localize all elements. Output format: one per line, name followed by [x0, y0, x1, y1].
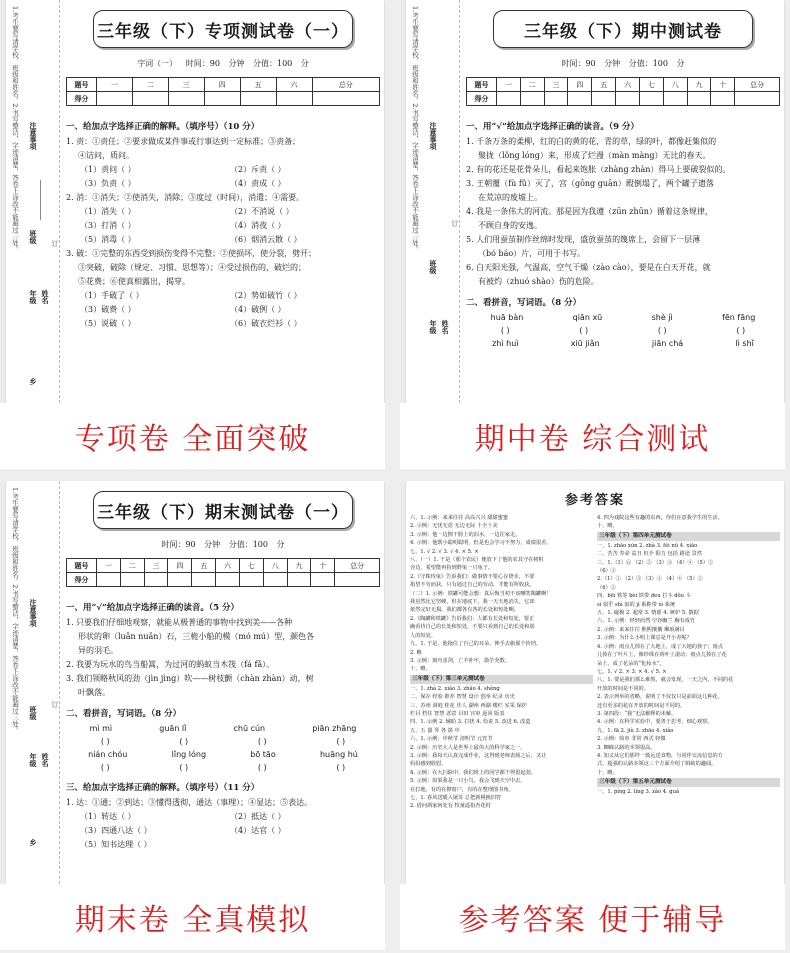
margin-name-label: 姓名 — [41, 290, 50, 304]
answer-line: 四、1. 示例 2. 辅助 3. 打扰 4. 恰说 5. 改进 6. 改造 — [410, 719, 531, 726]
answer-line: 一、1. zhà 2. xiǎo 3. zhǎo 4. shěng — [410, 685, 500, 692]
answer-line: （二）1. 示例：铁罐可能会想：真后悔当初不该嘲笑陶罐啊！ — [410, 590, 552, 597]
option-row — [66, 838, 380, 852]
option-item: （3）四通八达（ ） — [80, 826, 152, 835]
answer-line: 依然完好无损。我们都各有各的长处和短处啊。 — [410, 607, 519, 614]
answer-key-title: 参考答案 — [564, 493, 625, 508]
binding-margin — [6, 0, 60, 403]
answer-blank: ( ) — [257, 737, 267, 746]
score-column-header: 总分 — [335, 559, 380, 573]
option-item: （4）达官（ ） — [230, 826, 286, 835]
pinyin-item: xiū jiǎn — [570, 339, 600, 348]
exam-paper-midterm — [406, 0, 784, 403]
margin-notes-label: 注意事项 — [29, 599, 38, 627]
score-column-header: 总分 — [735, 78, 780, 92]
answer-line: 指望不劳而获，只有通过自己的劳动，才能有所收获。 — [410, 582, 535, 589]
score-cell — [568, 92, 592, 106]
score-cell — [192, 573, 216, 587]
answer-line: 4. 示例：在科学实验中，要善于思考，细心观察。 — [597, 719, 713, 726]
answer-line: 三、1.（1）⑥ （2）⑤ （3）③ （4）④ （5）② — [597, 559, 714, 566]
section-heading: 一、用“√”给加点字选择正确的读音。（5 分） — [66, 603, 239, 613]
answer-key-panel — [400, 481, 785, 950]
margin-grade-label: 年级 — [429, 320, 438, 334]
answer-line: 十、略。 — [597, 769, 618, 776]
score-column-header: 五 — [240, 78, 276, 92]
score-column-header: 九 — [287, 559, 311, 573]
option-row — [66, 303, 380, 317]
pinyin-item: bō tāo — [250, 750, 276, 759]
answer-line: 2. 借问酒家何处有 牧童遥指杏花村 — [410, 803, 491, 810]
question-line: 3. 王朝覆（fù fǔ）灭了，宫（gōng guān）殿倒塌了，两个罐子遗落 — [466, 179, 714, 188]
score-cell — [168, 92, 204, 106]
score-column-header: 六 — [616, 78, 640, 92]
score-cell — [520, 92, 544, 106]
midterm-test-panel — [400, 0, 785, 469]
pinyin-item: huāng hú — [319, 750, 358, 759]
exam-paper-final — [6, 481, 384, 884]
answer-line: 5. 示例：如果我是一只小鸟，我会飞到天空中去。 — [410, 778, 526, 785]
question-line: ⑤花费；⑥使真相露出，揭穿。 — [78, 277, 190, 286]
answer-line: 2.（1）① （2）⑤ （3）③ （4）④ （5）② — [597, 576, 703, 583]
score-column-header: 六 — [276, 78, 312, 92]
score-table — [66, 558, 380, 587]
answer-line: （6）① — [597, 568, 616, 575]
score-column-header: 一 — [97, 78, 133, 92]
score-row-label: 题号 — [467, 78, 497, 92]
pinyin-item: chū cún — [233, 724, 266, 733]
score-cell — [168, 573, 192, 587]
answer-line: 2.《守株待兔》告诉我们：做事情不要心存侥幸，不要 — [410, 573, 535, 580]
question-line: 3. 破：①完整的东西受到损伤变得不完整；②使损坏，使分裂，劈开； — [66, 249, 317, 258]
answer-line: 2. 略 — [410, 649, 422, 656]
score-column-header: 三 — [144, 559, 168, 573]
answer-blank: ( ) — [657, 326, 667, 335]
margin-binding-mark: 订 — [51, 240, 60, 247]
answer-line: 朵上，成了花朵的“化妆水”。 — [597, 660, 665, 667]
question-line: （bó báo）片，可用于书写。 — [478, 249, 586, 258]
score-cell — [144, 573, 168, 587]
score-cell — [239, 573, 263, 587]
answer-line: 五、五 嚣 琴 各 箭 中 — [410, 727, 460, 734]
answer-line: 十、略。 — [597, 523, 618, 530]
score-column-header: 一 — [497, 78, 521, 92]
answer-line: 3. 第四段：“我”无法解释的未解。 — [597, 710, 677, 717]
pinyin-item: lǐng lóng — [171, 750, 207, 759]
answer-section-header: 三年级（下）第五单元测试卷 — [597, 778, 780, 787]
pinyin-item: zhì huì — [492, 339, 519, 348]
answer-line: 二、苦苦 寿命 益丑 恒介 阳力 包括 路途 景然 — [597, 551, 702, 558]
score-column-header: 二 — [120, 559, 144, 573]
score-cell — [276, 92, 312, 106]
answer-line: 八、1. 要是我们那么难熬，就会发现，一天之内，不同的花 — [597, 677, 734, 684]
caption-specialty: 专项卷 全面突破 — [0, 403, 385, 469]
score-column-header: 九 — [687, 78, 711, 92]
answer-line: 三、苏州 洞庭 桂花 佳人 湖州 西湖 楼栏 室采 保护 — [410, 702, 527, 709]
option-item: （3）打消（ ） — [80, 221, 136, 230]
question-line: ③突破，破除（规定、习惯、思想等）；④受过损伤的，破烂的； — [78, 263, 306, 272]
blank-row — [66, 735, 380, 748]
blank-row — [466, 324, 780, 337]
answer-line: 六、1. 示例：来来往往 高高兴兴 甜甜蜜蜜 — [410, 515, 509, 521]
answer-line: 2.《陶罐和铁罐》告诉我们：人都有长处和短处，要正 — [410, 615, 535, 622]
score-column-header: 八 — [263, 559, 287, 573]
option-item: （2）势如破竹（ ） — [230, 291, 302, 300]
answer-line: 2. 示例：历史大人是世界上最伟大的科学家之一。 — [410, 744, 526, 751]
margin-grade-label: 年级 — [29, 290, 38, 304]
answer-line: 六、1. 示例：中秋节 清明节 元宵节 — [410, 736, 493, 743]
question-list — [66, 616, 380, 700]
score-cell — [97, 573, 121, 587]
answer-line: 七、1. √ 2. × 3. × 4. √ 5. × — [597, 668, 667, 675]
option-item: （6）破衣烂衫（ ） — [230, 319, 302, 328]
score-cell — [216, 573, 240, 587]
score-column-header: 四 — [168, 559, 192, 573]
margin-name-label: 姓名 — [441, 320, 450, 334]
question-line: 5. 人们用蚕茧制作丝绵时发现，盛放蚕茧的篾席上，会留下一层薄 — [466, 235, 701, 244]
pinyin-item: lì shǐ — [735, 339, 754, 348]
option-row — [66, 177, 380, 191]
answer-line: 4. 知义从它们那样一致远送食物，与同伴交流信息的方 — [597, 752, 723, 759]
score-row-label: 得分 — [467, 92, 497, 106]
score-cell — [287, 573, 311, 587]
answer-blank: ( ) — [100, 737, 110, 746]
pinyin-row — [466, 337, 780, 350]
margin-name-label: 姓名 — [41, 753, 50, 767]
score-column-header: 十 — [311, 559, 335, 573]
answer-line: 3. 示例：他一边擦干脸上的泪水，一边往家走。 — [410, 531, 521, 538]
score-cell — [97, 92, 133, 106]
question-line: 1. 只要我们仔细地观察，就能从极普通的事物中找到美——各种 — [66, 618, 293, 627]
question-line: 有被灼（zhuó shào）伤的危险。 — [478, 277, 599, 286]
answer-line: 九、1. fā 2. jiù 3. zhāo 4. xiǎo — [597, 727, 674, 734]
answer-key-paper — [406, 481, 784, 884]
answer-line: 七、1. 春风送暖入屠苏 总把新桃换旧符 — [410, 795, 502, 801]
final-test-panel — [0, 481, 385, 950]
option-item: （1）手破了（ ） — [80, 291, 144, 300]
answer-line: 4. 示例：雨点儿掉在了大地上，成了大地的孩子；雨点 — [597, 643, 723, 650]
question-line: 4. 我是一条伟大的河流。那是因为我遵（zūn zhūn）循着这条规律， — [466, 207, 713, 216]
score-table — [466, 77, 780, 106]
answer-line: 2. 示例：无忧无虑 无边无际 十全十美 — [410, 523, 498, 530]
question-line: 3. 我们领略秋风的劲（jìn jìng）吹——树枝颤（chàn zhàn）动，树 — [66, 674, 314, 683]
section-heading: 一、用“√”给加点字选择正确的读音。（9 分） — [466, 122, 639, 132]
score-row-label: 题号 — [67, 559, 97, 573]
exam-title: 三年级（下）期末测试卷（一） — [93, 491, 353, 529]
answer-line: 四、bēi 铁等 bèi 铁带 deu 打斗 dǒu 斗 — [597, 593, 691, 600]
option-item: （5）说破（ ） — [80, 319, 136, 328]
score-cell — [544, 92, 568, 106]
score-cell — [663, 92, 687, 106]
option-item: （1）责问（ ） — [80, 165, 136, 174]
specialty-test-panel — [0, 0, 385, 469]
score-cell — [711, 92, 735, 106]
answer-column-left — [410, 514, 593, 811]
question-line: 6. 白天阳光强，气温高，空气干燥（zào cào），要是在白天开花，就 — [466, 263, 711, 272]
option-row — [66, 233, 380, 247]
option-item — [230, 838, 380, 852]
answer-line: 在打地，有的在擦窗户，有的在整理图书角。 — [410, 786, 514, 793]
score-cell — [592, 92, 616, 106]
answer-line: 2. 表示列举的省略，说明了不仅仅只是前面这几种花， — [597, 694, 723, 701]
score-cell — [240, 92, 276, 106]
exam-title: 三年级（下）专项测试卷（一） — [93, 10, 353, 48]
answer-line: 栏目 档住 智慧 恶意 目田 宫审 返回 版表 — [410, 710, 505, 717]
question-line: 1. 千条万条的柔柳，红的白的黄的花，青的草，绿的叶，都像赶集似的 — [466, 137, 717, 146]
score-column-header: 二 — [132, 78, 168, 92]
option-item: （4）破例（ ） — [230, 305, 286, 314]
score-row-label: 得分 — [67, 573, 97, 587]
score-cell — [616, 92, 640, 106]
section-heading: 三、给加点字选择正确的解释。（填序号）（11 分） — [66, 783, 260, 793]
option-row — [66, 810, 380, 824]
score-column-header: 总分 — [312, 78, 379, 92]
answer-line: 七、1. √ 2. √ 3. √ 4. × 5. × — [410, 548, 479, 555]
score-cell — [263, 573, 287, 587]
margin-class-label: 班级 — [29, 706, 38, 720]
question-line: ④诘问，质问。 — [78, 151, 134, 160]
answer-section-header: 三年级（下）第三单元测试卷 — [410, 675, 593, 684]
score-column-header: 七 — [639, 78, 663, 92]
margin-township-label: 乡 — [29, 378, 38, 385]
margin-binding-mark: 订 — [451, 220, 460, 227]
answer-section-header: 三年级（下）第四单元测试卷 — [597, 532, 780, 541]
option-item: （2）抵达（ ） — [230, 812, 286, 821]
pinyin-item: qiān xū — [572, 313, 603, 322]
margin-grade-label: 年级 — [29, 753, 38, 767]
score-cell — [335, 573, 380, 587]
option-item: （6）烟消云散（ ） — [230, 235, 302, 244]
answer-line: 4. 四为戏院这些有趣的东西，你们在意我学生的生活。 — [597, 515, 723, 521]
pinyin-item: nián chóu — [88, 750, 128, 759]
answer-line: 儿掉在了叶片上，像珍珠在荷叶上滚动；雨点儿掉在了花 — [597, 652, 727, 659]
pinyin-row — [66, 748, 380, 761]
answer-line: 3. 示例：刻舟求剑，亡羊补牢，滥竽充数。 — [410, 657, 510, 664]
margin-class-label: 班级 — [29, 230, 38, 244]
exam-meta: 时间：90 分钟 分值：100 分 — [161, 540, 285, 549]
score-cell — [312, 92, 379, 106]
option-row — [66, 163, 380, 177]
answer-line: 3. 示例：为什么小明上课总是开小差呢？ — [597, 635, 692, 642]
score-column-header: 四 — [568, 78, 592, 92]
answer-blank: ( ) — [100, 763, 110, 772]
score-column-header: 五 — [192, 559, 216, 573]
margin-binding-mark: 订 — [51, 701, 60, 708]
answer-blank: ( ) — [257, 763, 267, 772]
section-heading: 二、看拼音，写词语。（8 分） — [66, 709, 182, 719]
answer-line: 4. 示例：他既小聪明聪明，但是也会学习不努力，成绩很差。 — [410, 540, 552, 547]
caption-final: 期末卷 全真模拟 — [0, 884, 385, 950]
score-cell — [687, 92, 711, 106]
option-item: （3）破费（ ） — [80, 305, 136, 314]
section-heading: 一、给加点字选择正确的解释。（填序号）（10 分） — [66, 122, 260, 132]
margin-notes-label: 注意事项 — [29, 122, 38, 150]
pinyin-item: jiān chá — [651, 339, 684, 348]
score-cell — [735, 92, 780, 106]
answer-blank: ( ) — [736, 326, 746, 335]
score-column-header: 七 — [239, 559, 263, 573]
option-item: （1）转达（ ） — [80, 812, 136, 821]
question-line: 在荒凉的废墟上。 — [478, 193, 542, 202]
answer-line: 五、1. 磁极 2. 超常 3. 情愿 4. 嫉妒 5. 散据 — [597, 610, 699, 617]
pinyin-item: fēn fāng — [722, 313, 756, 322]
answer-blank: ( ) — [179, 763, 189, 772]
binding-margin — [6, 481, 60, 884]
score-column-header: 三 — [168, 78, 204, 92]
pinyin-item: mì mì — [89, 724, 113, 733]
answer-line: 十、略。 — [410, 666, 431, 673]
score-cell — [311, 573, 335, 587]
option-row — [66, 219, 380, 233]
question-line: 2. 有的花还是花骨朵儿，看起来饱胀（zhàng zhàn）得马上要破裂似的。 — [466, 165, 731, 174]
question-line: 不顾自身的安逸。 — [478, 221, 542, 230]
pinyin-row — [466, 311, 780, 324]
answer-column-right — [597, 514, 780, 811]
answer-line: 式，超强的认路本领这三个方面介绍了蚂蚁的趣闻。 — [597, 761, 717, 768]
score-column-header: 八 — [663, 78, 687, 92]
answer-line: 一、1. píng 2. líng 3. zǎo 4. guǎ — [597, 789, 680, 796]
score-cell — [120, 573, 144, 587]
caption-midterm: 期中卷 综合测试 — [400, 403, 785, 469]
score-column-header: 五 — [592, 78, 616, 92]
option-item: （4）责成（ ） — [230, 179, 286, 188]
score-row-label: 得分 — [67, 92, 97, 106]
answer-line: 确看待自己的长处和短处，不要只看到自己的长处和别 — [410, 624, 535, 631]
score-cell — [132, 92, 168, 106]
option-row — [66, 205, 380, 219]
score-column-header: 一 — [97, 559, 121, 573]
answer-line: 还有更多的花在开放的时间是不同的。 — [597, 702, 686, 709]
margin-line — [40, 180, 41, 220]
answer-line: 2. 示例：简单 非常 西式 轻微 — [597, 736, 666, 743]
question-line: 异的羽毛。 — [78, 646, 118, 655]
margin-notes-label: 注意事项 — [429, 122, 438, 150]
score-column-header: 二 — [520, 78, 544, 92]
score-column-header: 六 — [216, 559, 240, 573]
answer-line: （6）① — [597, 584, 616, 591]
answer-line: 妈妈感到欣慰。 — [410, 761, 447, 768]
option-item: （2）斥责（ ） — [230, 165, 286, 174]
score-cell — [639, 92, 663, 106]
blank-row — [66, 761, 380, 774]
answer-line: 二、保存 经验 推荐 智慧 设计 创举 纪录 历史 — [410, 694, 515, 701]
exam-title: 三年级（下）期中测试卷 — [493, 10, 753, 48]
answer-line: sì 似乎 shì 似的 jì 系鞋带 xì 系统 — [597, 601, 676, 608]
exam-paper-specialty — [6, 0, 384, 403]
answer-blank: ( ) — [500, 326, 510, 335]
question-line: 1. 责：①责任；②要求做成某件事或行事达到一定标准；③责备； — [66, 137, 301, 146]
answer-line: 人的短处。 — [410, 632, 436, 639]
answer-blank: ( ) — [336, 763, 346, 772]
answer-line: 开放的时间是不同的。 — [597, 685, 649, 692]
answer-line: 九、1. 于是，他拖住了自己的耳朵，伸手去偷那个铃铛。 — [410, 641, 542, 648]
margin-class-label: 班级 — [429, 260, 438, 274]
score-column-header: 三 — [544, 78, 568, 92]
option-row — [66, 317, 380, 331]
answer-line: 2. 示例：来来往往 熙熙攘攘 琳琅满目 — [597, 626, 685, 633]
answer-blank: ( ) — [336, 737, 346, 746]
answer-line: 4. 示例：在大扫除中，我们班上的同学都干得很起劲。 — [410, 769, 536, 776]
option-item: （5）知书达理（ ） — [80, 840, 152, 849]
answer-line: 一、1. zhāo xún 2. zhà 3. fèi nǔ 4. xiǎo — [597, 542, 698, 549]
score-cell — [204, 92, 240, 106]
question-list — [66, 796, 380, 852]
pinyin-item: guān lǐ — [159, 724, 187, 733]
pinyin-item: huā bàn — [490, 313, 524, 322]
margin-instructions: 1.考生要写清学校、班级和姓名。2.书写整洁，字迹清楚，答卷上涂改不能超过三处。 — [411, 6, 419, 253]
margin-instructions: 1.考生要写清学校、班级和姓名。2.书写整洁，字迹清楚，答卷上涂改不能超过三处。 — [11, 6, 19, 253]
question-line: 2. 我要为玩水的鸟当船篙，为过河的蚂蚁当木筏（fá fǎ）。 — [66, 660, 275, 669]
option-row — [66, 824, 380, 838]
question-line: 聚拢（lǒng lóng）来，形成了烂漫（màn màng）无比的春天。 — [478, 151, 711, 160]
option-item: （4）消夜（ ） — [230, 221, 286, 230]
option-row — [66, 289, 380, 303]
answer-blank: ( ) — [179, 737, 189, 746]
answer-line: 旁边，希望能再捡到野兔一只兔子。 — [410, 565, 494, 572]
score-row-label: 题号 — [67, 78, 97, 92]
question-line: 叶飘落。 — [78, 688, 110, 697]
question-line: 2. 消：①消失；②使消失，消除；③度过（时间），消遣；④需要。 — [66, 193, 305, 202]
question-list — [66, 135, 380, 331]
margin-township-label: 乡 — [29, 839, 38, 846]
exam-meta: 时间：90 分钟 分值：100 分 — [561, 59, 685, 68]
score-column-header: 十 — [711, 78, 735, 92]
option-item: （5）消毒（ ） — [80, 235, 136, 244]
option-item: （1）消失（ ） — [80, 207, 136, 216]
option-item: （3）负责（ ） — [80, 179, 136, 188]
answer-line: 八、（一）1. 干是（那个农民）便放下了他的农具守在树桩 — [410, 557, 544, 564]
pinyin-row — [66, 722, 380, 735]
score-table — [66, 77, 380, 106]
pinyin-item: shè jì — [651, 313, 673, 322]
margin-instructions: 1.考生要写清学校、班级和姓名。2.书写整洁，字迹清楚，答卷上涂改不能超过三处。 — [11, 487, 19, 734]
answer-line: 3. 示例：我每天认真完成作业，这得到老师表扬之后，又让 — [410, 752, 547, 759]
option-item: （2）不消说（ ） — [230, 207, 294, 216]
caption-answers: 参考答案 便于辅导 — [400, 884, 785, 950]
answer-line: 六、1. 示例：轻轻而然 空谷幽兰 胸有成竹 — [597, 618, 696, 625]
exam-meta: 字词（一） 时间：90 分钟 分值：100 分 — [137, 59, 309, 68]
score-column-header: 四 — [204, 78, 240, 92]
binding-margin — [406, 0, 460, 403]
answer-line: 3. 蜘蛛认路的本领很高。 — [597, 744, 656, 751]
score-cell — [497, 92, 521, 106]
pinyin-item: piān zhāng — [312, 724, 357, 733]
question-line: 形状的卵（luǎn nuǎn）石，三桅小船的模（mó mú）型，颜色各 — [78, 632, 315, 641]
question-list — [466, 135, 780, 289]
section-heading: 二、看拼音，写词语。（8 分） — [466, 298, 582, 308]
answer-blank: ( ) — [579, 326, 589, 335]
question-line: 1. 达：①通；②到达；③懂得透彻，通达（事理）；④显达；⑤表达。 — [66, 798, 313, 807]
answer-line: 我虽然比它坚硬，但在地底下，我一天天地消失，它却 — [410, 599, 535, 606]
